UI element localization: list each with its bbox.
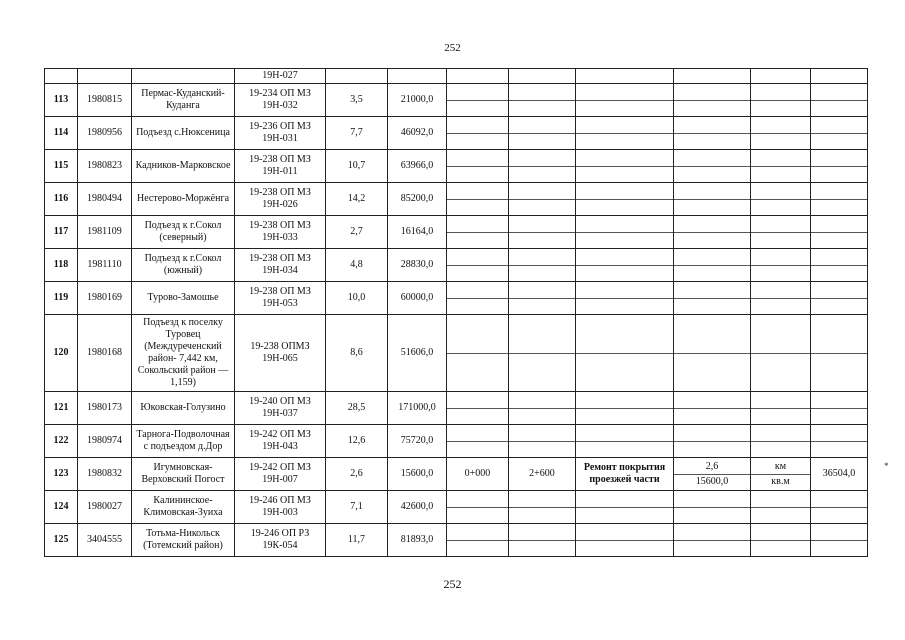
row-number: 114	[45, 117, 78, 150]
empty-cell	[576, 282, 674, 315]
empty-cell	[509, 282, 576, 315]
empty-cell	[576, 150, 674, 183]
work-cost: 36504,0	[811, 458, 868, 491]
qty-sqm: 15600,0	[695, 476, 729, 487]
road-id: 1980974	[78, 425, 132, 458]
row-number: 122	[45, 425, 78, 458]
empty-cell	[674, 392, 751, 425]
road-name: Кадников-Марковское	[132, 150, 235, 183]
empty-cell	[576, 315, 674, 392]
empty-cell	[447, 150, 509, 183]
row-number: 124	[45, 491, 78, 524]
road-code: 19-238 ОП МЗ 19Н-053	[235, 282, 326, 315]
empty-cell	[447, 425, 509, 458]
section-start: 0+000	[447, 458, 509, 491]
road-id: 1980956	[78, 117, 132, 150]
empty-cell	[751, 84, 811, 117]
road-length: 2,6	[326, 458, 388, 491]
road-name: Тотьма-Никольск (Тотемский район)	[132, 524, 235, 557]
road-id: 1980168	[78, 315, 132, 392]
table-row	[45, 491, 868, 524]
empty-cell	[576, 117, 674, 150]
road-code: 19-242 ОП МЗ 19Н-043	[235, 425, 326, 458]
empty-cell	[751, 524, 811, 557]
empty-cell	[576, 392, 674, 425]
road-name: Подъезд к поселку Туровец (Междуреченский район- 7,442 км, Сокольский район — 1,159)	[132, 315, 235, 392]
table-row	[45, 150, 868, 183]
road-code: 19-246 ОП МЗ 19Н-003	[235, 491, 326, 524]
empty-cell	[674, 216, 751, 249]
road-id: 1980169	[78, 282, 132, 315]
road-length: 14,2	[326, 183, 388, 216]
road-area: 16164,0	[388, 216, 447, 249]
road-length: 28,5	[326, 392, 388, 425]
edge-mark: *	[884, 461, 889, 471]
empty-cell	[576, 425, 674, 458]
row-number: 117	[45, 216, 78, 249]
road-name: Нестерово-Моржёнга	[132, 183, 235, 216]
road-id: 1980027	[78, 491, 132, 524]
table-row	[45, 183, 868, 216]
table-row	[45, 458, 868, 491]
road-id: 1981110	[78, 249, 132, 282]
road-length: 2,7	[326, 216, 388, 249]
road-name: Подъезд с.Нюксеница	[132, 117, 235, 150]
empty-cell	[509, 425, 576, 458]
road-length: 11,7	[326, 524, 388, 557]
row-number: 125	[45, 524, 78, 557]
empty-cell	[751, 216, 811, 249]
road-name: Игумновская-Верховский Погост	[132, 458, 235, 491]
empty-cell	[811, 425, 868, 458]
empty-cell	[509, 315, 576, 392]
road-name: Пермас-Куданский-Куданга	[132, 84, 235, 117]
road-area: 28830,0	[388, 249, 447, 282]
table-row	[45, 282, 868, 315]
road-area: 81893,0	[388, 524, 447, 557]
empty-cell	[674, 491, 751, 524]
empty-cell	[509, 183, 576, 216]
road-code: 19-234 ОП МЗ 19Н-032	[235, 84, 326, 117]
empty-cell	[811, 84, 868, 117]
road-area: 60000,0	[388, 282, 447, 315]
empty-cell	[751, 183, 811, 216]
road-length: 8,6	[326, 315, 388, 392]
empty-cell	[751, 315, 811, 392]
table-row	[45, 84, 868, 117]
empty-cell	[576, 249, 674, 282]
road-area: 46092,0	[388, 117, 447, 150]
empty-cell	[576, 183, 674, 216]
empty-cell	[674, 425, 751, 458]
empty-cell	[447, 249, 509, 282]
empty-cell	[576, 524, 674, 557]
empty-cell	[447, 183, 509, 216]
road-code: 19-238 ОП МЗ 19Н-011	[235, 150, 326, 183]
road-id: 1980815	[78, 84, 132, 117]
road-name: Тарнога-Подволочная с подъездом д.Дор	[132, 425, 235, 458]
road-code: 19-238 ОП МЗ 19Н-034	[235, 249, 326, 282]
road-id: 1980823	[78, 150, 132, 183]
qty-km: 2,6	[705, 461, 719, 472]
empty-cell	[509, 392, 576, 425]
road-id: 1980832	[78, 458, 132, 491]
empty-cell	[674, 183, 751, 216]
empty-cell	[811, 282, 868, 315]
road-length: 12,6	[326, 425, 388, 458]
empty-cell	[509, 491, 576, 524]
road-code: 19-238 ОП МЗ 19Н-033	[235, 216, 326, 249]
road-length: 7,7	[326, 117, 388, 150]
row-number: 115	[45, 150, 78, 183]
empty-cell	[674, 249, 751, 282]
empty-cell	[509, 216, 576, 249]
empty-cell	[509, 524, 576, 557]
road-name: Турово-Замошье	[132, 282, 235, 315]
unit-km: км	[774, 461, 787, 472]
work-units	[751, 458, 811, 491]
road-name: Калининское-Климовская-Зуиха	[132, 491, 235, 524]
road-id: 1980494	[78, 183, 132, 216]
empty-cell	[811, 524, 868, 557]
empty-cell	[509, 117, 576, 150]
table-row	[45, 249, 868, 282]
empty-cell	[811, 216, 868, 249]
empty-cell	[674, 150, 751, 183]
road-code: 19-246 ОП РЗ 19К-054	[235, 524, 326, 557]
road-register-table	[44, 68, 868, 557]
row-number: 123	[45, 458, 78, 491]
empty-cell	[674, 282, 751, 315]
road-name: Подъезд к г.Сокол (южный)	[132, 249, 235, 282]
empty-cell	[509, 84, 576, 117]
road-area: 21000,0	[388, 84, 447, 117]
road-area: 51606,0	[388, 315, 447, 392]
empty-cell	[751, 392, 811, 425]
road-area: 75720,0	[388, 425, 447, 458]
road-area: 85200,0	[388, 183, 447, 216]
empty-cell	[811, 249, 868, 282]
empty-cell	[751, 425, 811, 458]
continuation-row	[45, 69, 868, 84]
road-length: 3,5	[326, 84, 388, 117]
work-quantities	[674, 458, 751, 491]
empty-cell	[447, 491, 509, 524]
road-id: 1980173	[78, 392, 132, 425]
table-row	[45, 216, 868, 249]
empty-cell	[447, 216, 509, 249]
empty-cell	[674, 524, 751, 557]
row-number: 116	[45, 183, 78, 216]
table-row	[45, 392, 868, 425]
empty-cell	[751, 150, 811, 183]
empty-cell	[751, 491, 811, 524]
table-row	[45, 524, 868, 557]
section-end: 2+600	[509, 458, 576, 491]
empty-cell	[509, 249, 576, 282]
row-number: 120	[45, 315, 78, 392]
empty-cell	[447, 282, 509, 315]
road-area: 63966,0	[388, 150, 447, 183]
road-code: 19-238 ОПМЗ 19Н-065	[235, 315, 326, 392]
road-length: 4,8	[326, 249, 388, 282]
empty-cell	[447, 392, 509, 425]
road-id: 1981109	[78, 216, 132, 249]
table-row	[45, 117, 868, 150]
road-code: 19-236 ОП МЗ 19Н-031	[235, 117, 326, 150]
empty-cell	[811, 491, 868, 524]
road-code: 19-242 ОП МЗ 19Н-007	[235, 458, 326, 491]
empty-cell	[447, 117, 509, 150]
road-area: 171000,0	[388, 392, 447, 425]
empty-cell	[674, 117, 751, 150]
road-area: 42600,0	[388, 491, 447, 524]
road-length: 7,1	[326, 491, 388, 524]
work-type: Ремонт покрытия проезжей части	[576, 458, 674, 491]
empty-cell	[447, 315, 509, 392]
empty-cell	[811, 315, 868, 392]
table-row	[45, 425, 868, 458]
empty-cell	[447, 84, 509, 117]
row-number: 119	[45, 282, 78, 315]
empty-cell	[751, 249, 811, 282]
road-id: 3404555	[78, 524, 132, 557]
unit-sqm: кв.м	[771, 476, 790, 487]
empty-cell	[447, 524, 509, 557]
table-row	[45, 315, 868, 392]
empty-cell	[576, 216, 674, 249]
row-number: 113	[45, 84, 78, 117]
empty-cell	[674, 315, 751, 392]
empty-cell	[509, 150, 576, 183]
page-number-top: 252	[444, 42, 461, 54]
empty-cell	[811, 117, 868, 150]
empty-cell	[811, 150, 868, 183]
row-number: 121	[45, 392, 78, 425]
empty-cell	[674, 84, 751, 117]
empty-cell	[811, 392, 868, 425]
road-code: 19-240 ОП МЗ 19Н-037	[235, 392, 326, 425]
page-number-bottom: 252	[443, 577, 462, 591]
road-name: Подъезд к г.Сокол (северный)	[132, 216, 235, 249]
empty-cell	[811, 183, 868, 216]
road-code: 19Н-027	[235, 69, 326, 84]
empty-cell	[576, 491, 674, 524]
road-area: 15600,0	[388, 458, 447, 491]
road-length: 10,0	[326, 282, 388, 315]
empty-cell	[751, 282, 811, 315]
road-name: Юковская-Голузино	[132, 392, 235, 425]
empty-cell	[576, 84, 674, 117]
road-length: 10,7	[326, 150, 388, 183]
road-code: 19-238 ОП МЗ 19Н-026	[235, 183, 326, 216]
row-number: 118	[45, 249, 78, 282]
empty-cell	[751, 117, 811, 150]
